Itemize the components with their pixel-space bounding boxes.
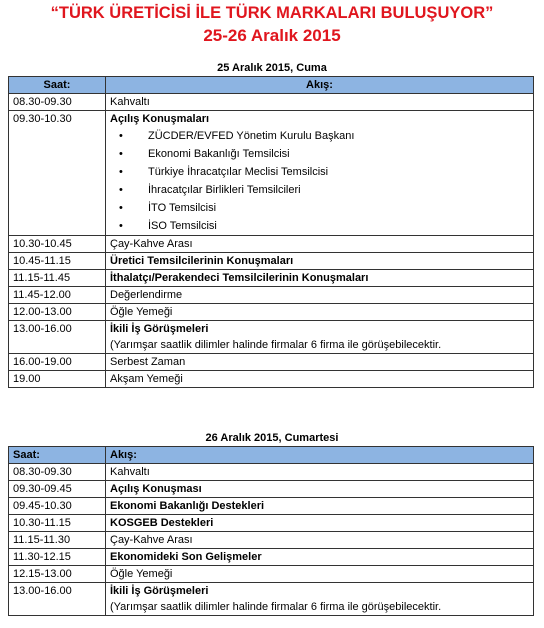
event-cell: Kahvaltı [106,464,534,481]
event-cell: Değerlendirme [106,287,534,304]
table-row [9,304,534,321]
day2-heading: 26 Aralık 2015, Cumartesi [205,432,339,444]
day1-schedule-table [8,76,534,388]
table-row [9,236,534,253]
event-cell: Kahvaltı [106,94,534,111]
time-cell: 12.15-13.00 [9,566,106,583]
table-row [9,583,534,616]
event-cell: Akşam Yemeği [106,371,534,388]
table-row [9,94,534,111]
table-row [9,549,534,566]
table-row [9,464,534,481]
list-item: • İhracatçılar Birlikleri Temsilcileri [110,181,529,199]
time-cell: 10.30-11.15 [9,515,106,532]
document-dates: 25-26 Aralık 2015 [203,26,341,45]
event-title: İkili İş Görüşmeleri [110,323,209,335]
time-cell: 09.45-10.30 [9,498,106,515]
column-header-time: Saat: [9,447,106,464]
time-cell: 12.00-13.00 [9,304,106,321]
time-cell: 09.30-10.30 [9,111,106,236]
column-header-flow: Akış: [106,77,534,94]
event-title: İkili İş Görüşmeleri [110,585,209,597]
event-cell: Açılış Konuşması [106,481,534,498]
time-cell: 11.45-12.00 [9,287,106,304]
event-cell [106,583,534,616]
table-row [9,321,534,354]
event-cell: Ekonomideki Son Gelişmeler [106,549,534,566]
event-title: Açılış Konuşmaları [110,113,210,125]
time-cell: 13.00-16.00 [9,321,106,354]
time-cell: 13.00-16.00 [9,583,106,616]
time-cell: 11.30-12.15 [9,549,106,566]
time-cell: 16.00-19.00 [9,354,106,371]
document-title: “TÜRK ÜRETİCİSİ İLE TÜRK MARKALARI BULUŞUYOR” [50,4,494,22]
table-row [9,515,534,532]
event-cell: Üretici Temsilcilerinin Konuşmaları [106,253,534,270]
time-cell: 11.15-11.30 [9,532,106,549]
event-cell: Serbest Zaman [106,354,534,371]
table-row [9,498,534,515]
table-row [9,111,534,236]
table-row [9,270,534,287]
time-cell: 08.30-09.30 [9,464,106,481]
time-cell: 08.30-09.30 [9,94,106,111]
event-note: (Yarımşar saatlik dilimler halinde firmalar 6 firma ile görüşebilecektir. [110,339,442,351]
event-note: (Yarımşar saatlik dilimler halinde firmalar 6 firma ile görüşebilecektir. [110,601,442,613]
list-item: • ZÜCDER/EVFED Yönetim Kurulu Başkanı [110,127,529,145]
table-row [9,481,534,498]
bullet-icon: • [119,184,123,196]
bullet-icon: • [119,202,123,214]
table-header-row [9,447,534,464]
event-cell [106,111,534,236]
time-cell: 09.30-09.45 [9,481,106,498]
event-cell: Ekonomi Bakanlığı Destekleri [106,498,534,515]
column-header-flow: Akış: [106,447,534,464]
event-cell: Çay-Kahve Arası [106,236,534,253]
bullet-icon: • [119,148,123,160]
event-cell: Öğle Yemeği [106,304,534,321]
speaker-list [110,127,529,235]
day2-schedule-table [8,446,534,616]
table-row [9,371,534,388]
list-item: • İTO Temsilcisi [110,199,529,217]
time-cell: 11.15-11.45 [9,270,106,287]
list-item: • Ekonomi Bakanlığı Temsilcisi [110,145,529,163]
time-cell: 10.30-10.45 [9,236,106,253]
event-cell: KOSGEB Destekleri [106,515,534,532]
list-item: • İSO Temsilcisi [110,217,529,235]
bullet-icon: • [119,166,123,178]
table-row [9,566,534,583]
bullet-icon: • [119,220,123,232]
table-header-row [9,77,534,94]
table-row [9,253,534,270]
event-cell: İthalatçı/Perakendeci Temsilcilerinin Konuşmaları [106,270,534,287]
table-row [9,532,534,549]
time-cell: 19.00 [9,371,106,388]
list-item: • Türkiye İhracatçılar Meclisi Temsilcisi [110,163,529,181]
table-row [9,354,534,371]
event-cell: Çay-Kahve Arası [106,532,534,549]
event-cell: Öğle Yemeği [106,566,534,583]
event-cell [106,321,534,354]
day1-heading: 25 Aralık 2015, Cuma [217,62,327,74]
time-cell: 10.45-11.15 [9,253,106,270]
column-header-time: Saat: [9,77,106,94]
bullet-icon: • [119,130,123,142]
table-row [9,287,534,304]
